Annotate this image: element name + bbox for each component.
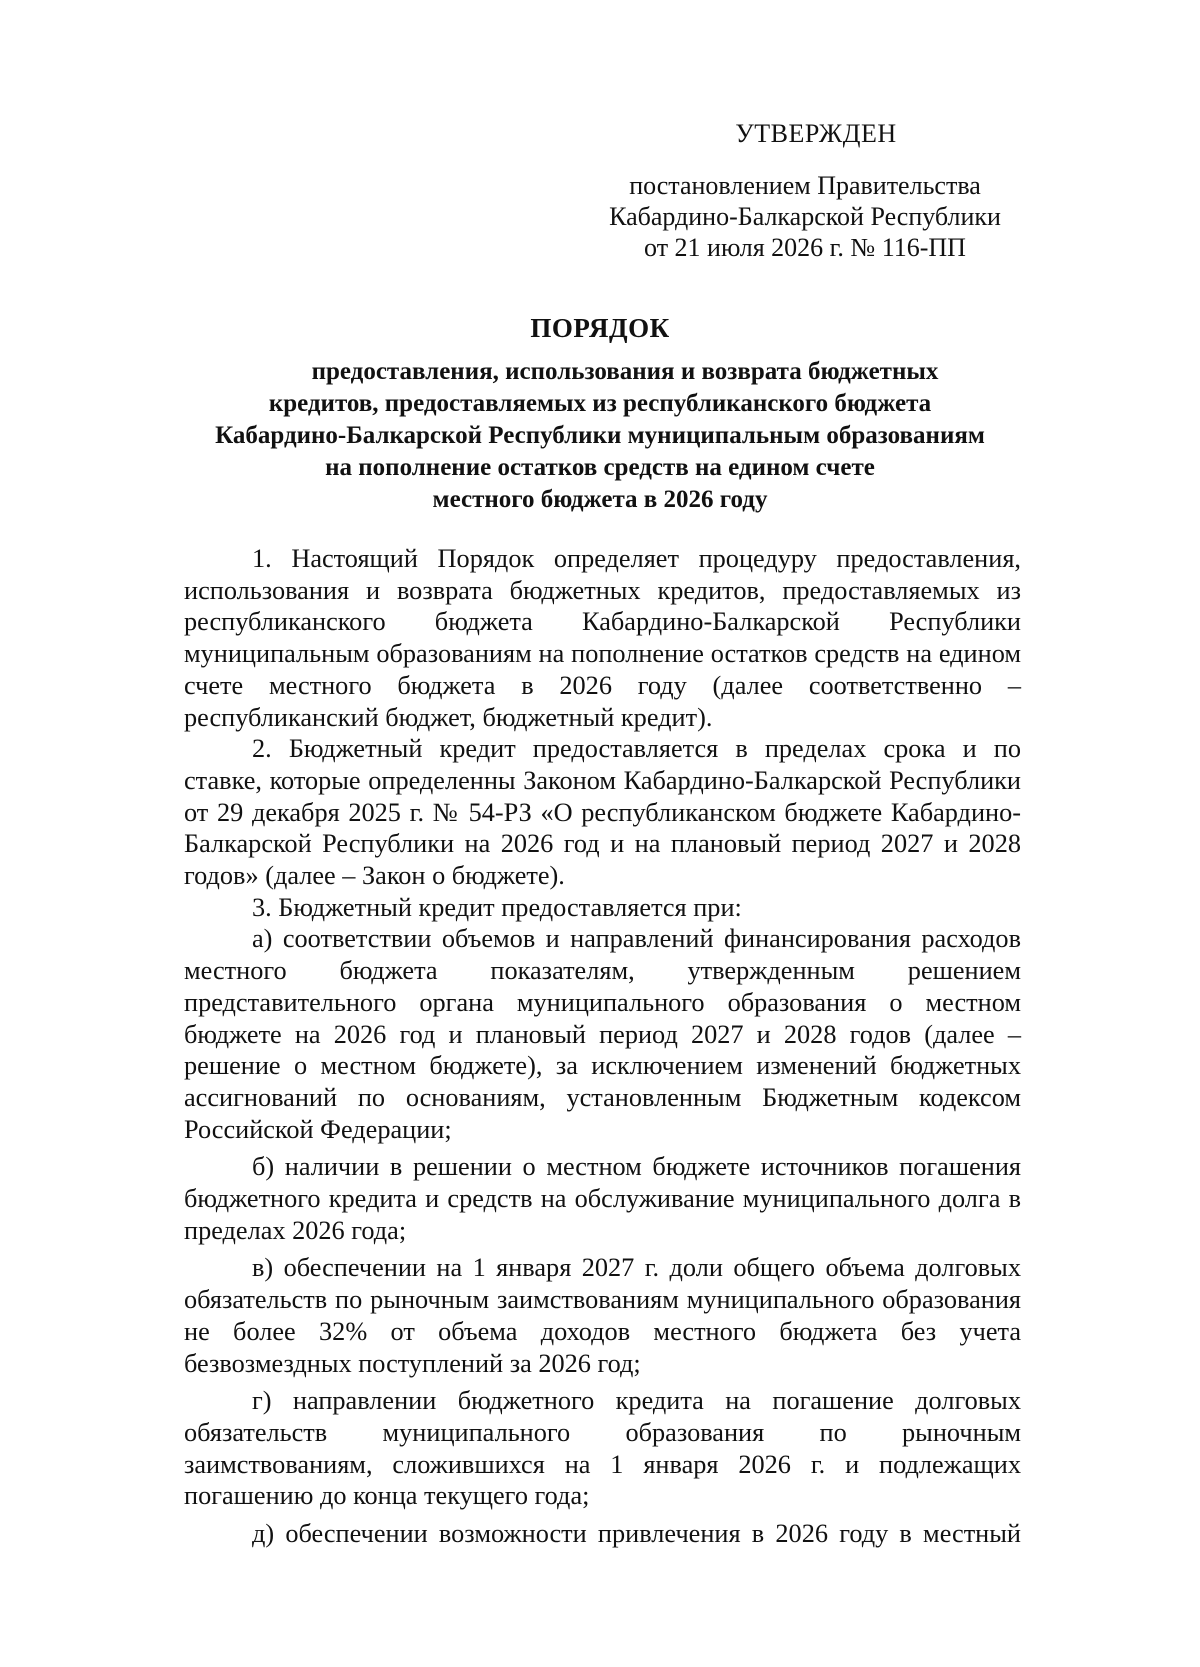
document-title: ПОРЯДОК xyxy=(530,313,670,343)
document-subtitle-line: на пополнение остатков средств на едином счете xyxy=(325,454,875,481)
paragraph-3a: а) соответствии объемов и направлений финансирования расходов местного бюджета показателям, утвержденным решением представительного органа муниципального образования о местном бюджете на 2026 год и плановый период 2027 и 2028 годов (далее – решение о местном бюджете), за исключением изменений бюджетных ассигнований по основаниям, установленным Бюджетным кодексом Российской Федерации; xyxy=(184,924,1021,1144)
paragraph-3d: д) обеспечении возможности привлечения в 2026 году в местный xyxy=(252,1519,1021,1549)
document-body xyxy=(184,543,1021,1550)
approval-line-date-number: от 21 июля 2026 г. № 116-ПП xyxy=(644,233,966,262)
paragraph-3b: б) наличии в решении о местном бюджете источников погашения бюджетного кредита и средств на обслуживание муниципального долга в пределах 2026 года; xyxy=(184,1152,1021,1245)
approval-line-republic: Кабардино-Балкарской Республики xyxy=(609,202,1001,231)
approval-stamp xyxy=(600,118,1010,263)
paragraph-2: 2. Бюджетный кредит предоставляется в пределах срока и по ставке, которые определенны Законом Кабардино-Балкарской Республики от 29 декабря 2025 г. № 54-РЗ «О республиканском бюджете Кабардино-Балкарской Республики на 2026 год и на плановый период 2027 и 2028 годов» (далее – Закон о бюджете). xyxy=(184,734,1021,891)
document-subtitle-line: кредитов, предоставляемых из республиканского бюджета xyxy=(268,390,932,417)
paragraph-3g: г) направлении бюджетного кредита на погашение долговых обязательств муниципального образования по рыночным заимствованиям, сложившихся на 1 января 2026 г. и подлежащих погашению до конца текущего года; xyxy=(184,1386,1021,1511)
document-subtitle-line: предоставления, использования и возврата бюджетных xyxy=(311,358,939,385)
document-heading xyxy=(150,313,1050,516)
paragraph-3v: в) обеспечении на 1 января 2027 г. доли общего объема долговых обязательств по рыночным заимствованиям муниципального образования не более 32% от объема доходов местного бюджета без учета безвозмездных поступлений за 2026 год; xyxy=(184,1253,1021,1378)
document-subtitle-line: Кабардино-Балкарской Республики муниципальным образованиям xyxy=(215,422,985,449)
approval-line-decree: постановлением Правительства xyxy=(629,171,981,200)
paragraph-3: 3. Бюджетный кредит предоставляется при: xyxy=(252,892,742,922)
document-subtitle-line: местного бюджета в 2026 году xyxy=(432,486,768,513)
paragraph-1: 1. Настоящий Порядок определяет процедуру предоставления, использования и возврата бюджетных кредитов, предоставляемых из республиканского бюджета Кабардино-Балкарской Республики муниципальным образованиям на пополнение остатков средств на едином счете местного бюджета в 2026 году (далее соответственно – республиканский бюджет, бюджетный кредит). xyxy=(184,544,1021,732)
approval-title: УТВЕРЖДЕН xyxy=(735,119,897,148)
